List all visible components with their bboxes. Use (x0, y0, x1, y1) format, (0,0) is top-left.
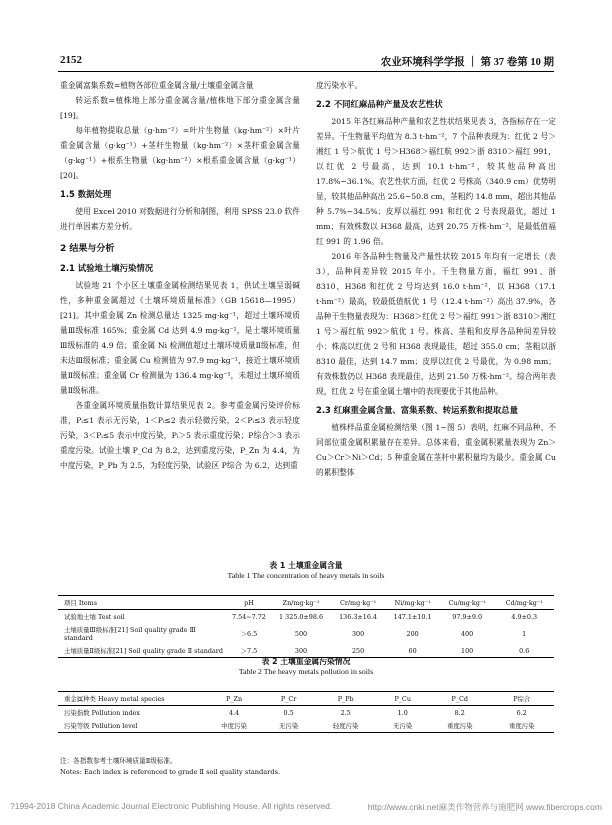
journal-header (381, 54, 554, 69)
column-header: Cu/mg·kg⁻¹ (440, 596, 495, 610)
table-cell: 0.5 (283, 708, 294, 717)
website-footer: http://www.cnki.net麻类作物营养与施肥网 www.fibercrops.com (367, 802, 602, 812)
table-row (58, 719, 554, 733)
paragraph: 各重金属环境质量指数计算结果见表 2。参考重金属污染评价标准，Pᵢ≤1 表示无污染，1＜Pᵢ≤2 表示轻微污染，2＜Pᵢ≤3 表示轻度污染，3＜Pᵢ≤5 表示中度污染，Pᵢ＞5 表示重度污染；P综合＞3 表示重度污染。试验土壤 P_Cd 为 8.2，达到重度污染，P_Zn 为 4.4，为中度污染，P_Pb 为 2.5，为轻度污染，试验区 P综合 为 6.2，达到重 (60, 401, 300, 470)
table-notes (60, 756, 280, 778)
paragraph: 2015 年各红麻品种产量和农艺性状结果见表 3，各指标存在一定差异。干生物量平均值为 8.3 t·hm⁻²，7 个品种表现为：红优 2 号＞湘红 1 号＞航优 1 号＞H368＞福红航 992＞浙 8310＞福红 991，以红优 2 号最高，达到 10.1 t·hm⁻²，较其他品种高出 17.8%~36.1%。农艺性状方面，红优 2 号株高（340.9 cm）优势明显，较其他品种高出 25.6~50.8 cm，茎粗约 14.8 mm，超出其他品种 5.7%~34.5%；皮厚以福红 991 和红优 2 号表现最优，超过 1 mm；有效株数以 H368 最高，达到 20.75 万株·hm⁻²，是最低值福红 991 的 1.96 倍。 (316, 117, 556, 246)
paragraph: 转运系数=植株地上部分重金属含量/植株地下部分重金属含量[19]。 (60, 96, 300, 120)
column-header: Cr/mg·kg⁻¹ (331, 596, 386, 610)
table-cell: 300 (351, 629, 365, 638)
table-cell: 1.0 (397, 708, 408, 717)
table-cell: 无污染 (279, 722, 299, 730)
section-heading: 2.1 试验地土壤污染情况 (60, 263, 154, 273)
table-cell: 土壤质量Ⅲ级标准[21] Soil quality grade Ⅲ standard (64, 626, 196, 642)
page-number: 2152 (60, 54, 82, 66)
table-cell: 500 (294, 629, 308, 638)
section-heading: 2.3 红麻重金属含量、富集系数、转运系数和提取总量 (316, 405, 519, 415)
table-cell: 重度污染 (446, 722, 473, 730)
table-cell: 1 325.0±98.6 (279, 612, 324, 621)
header-rule (58, 71, 554, 72)
paragraph: 使用 Excel 2010 对数据进行分析和制图，利用 SPSS 23.0 软件进行单因素方差分析。 (60, 207, 300, 231)
journal-volume: 第 37 卷第 10 期 (480, 57, 554, 68)
section-heading: 1.5 数据处理 (60, 189, 112, 199)
table-cell: 重度污染 (508, 722, 535, 730)
table-cell: 4.9±0.3 (511, 612, 538, 621)
table-cell: ＞6.5 (240, 630, 258, 638)
paragraph: 度污染水平。 (316, 81, 363, 90)
paragraph: 重金属富集系数=植物各部位重金属含量/土壤重金属含量 (60, 81, 254, 90)
column-header: P综合 (489, 692, 554, 706)
table-cell: 4.4 (229, 708, 240, 717)
table-cell: 中度污染 (221, 722, 247, 730)
copyright-footer: ?1994-2018 China Academic Journal Electronic Publishing House. All rights reserved. (10, 801, 333, 811)
table-cell: 300 (294, 646, 308, 655)
table2-caption-en: Table 2 The heavy metals pollution in soils (238, 667, 374, 676)
table-cell: ＞7.5 (240, 647, 258, 655)
table-cell: 0.6 (519, 646, 530, 655)
column-header: P_Pb (316, 692, 376, 706)
table-cell: 60 (408, 646, 417, 655)
table-cell: 轻度污染 (332, 722, 359, 730)
column-header: 项目 Items (58, 596, 227, 610)
note-cn: 注：各指数参考土壤环境质量Ⅱ级标准。 (60, 757, 177, 765)
paragraph: 每年植物提取总量（g·hm⁻²）=叶片生物量（kg·hm⁻²）×叶片重金属含量（g·kg⁻¹）+茎秆生物量（kg·hm⁻²）×茎秆重金属含量（g·kg⁻¹）+根系生物量（kg·hm⁻²）×根系重金属含量（g·kg⁻¹）[20]。 (60, 126, 300, 180)
column-header: Cd/mg·kg⁻¹ (494, 596, 554, 610)
table-header-row (58, 692, 554, 706)
table-cell: 147.1±10.1 (393, 612, 432, 621)
journal-name: 农业环境科学学报 (380, 57, 465, 68)
table-cell: 试验地土壤 Test soil (64, 613, 125, 621)
table1-caption-cn: 表 1 土壤重金属含量 (269, 561, 343, 570)
table-cell: 6.2 (516, 708, 527, 717)
column-header: Ni/mg·kg⁻¹ (385, 596, 440, 610)
column-header: P_Zn (207, 692, 262, 706)
section-heading: 2 结果与分析 (60, 244, 115, 254)
table-cell: 250 (351, 646, 365, 655)
table2-caption (58, 656, 554, 676)
table-row (58, 706, 554, 720)
table-cell: 136.3±16.4 (339, 612, 377, 621)
column-header: P_Cu (375, 692, 430, 706)
table-row (58, 623, 554, 644)
column-header: P_Cd (430, 692, 490, 706)
table1-caption (58, 560, 554, 580)
soil-heavy-metal-table (58, 595, 554, 658)
column-header: pH (227, 596, 272, 610)
left-column (60, 78, 300, 473)
table-cell: 97.9±9.0 (452, 612, 483, 621)
table-cell: 2.5 (340, 708, 351, 717)
table-cell: 8.2 (454, 708, 465, 717)
section-heading: 2.2 不同红麻品种产量及农艺性状 (316, 99, 443, 109)
right-column (316, 78, 556, 480)
table-header-row (58, 596, 554, 610)
table2-caption-cn: 表 2 土壤重金属污染情况 (261, 657, 351, 666)
table-cell: 污染指数 Pollution index (64, 709, 140, 717)
table1-caption-en: Table 1 The concentration of heavy metals in soils (227, 571, 385, 580)
column-header: Zn/mg·kg⁻¹ (271, 596, 331, 610)
table-cell: 污染等级 Pollution level (64, 722, 138, 730)
paragraph: 试验地 21 个小区土壤重金属检测结果见表 1，供试土壤呈弱碱性，多种重金属超过《土壤环境质量标准》（GB 15618—1995）[21]。其中重金属 Zn 检测总量达 1325 mg·kg⁻¹，超过土壤环境质量Ⅲ级标准 165%；重金属 Cd 达到 4.9 mg·kg⁻¹，是土壤环境质量Ⅲ级标准的 4.9 倍；重金属 Ni 检测值超过土壤环境质量Ⅱ级标准，但未达Ⅲ级标准；重金属 Cu 检测值为 97.9 mg·kg⁻¹，接近土壤环境质量Ⅱ级标准；重金属 Cr 检测量为 136.4 mg·kg⁻¹，未超过土壤环境质量Ⅱ级标准。 (60, 281, 300, 395)
table-row (58, 610, 554, 624)
table-cell: 7.54~7.72 (232, 612, 266, 621)
table-cell: 土壤质量Ⅱ级标准[21] Soil quality grade Ⅱ standard (64, 647, 223, 655)
table-cell: 200 (406, 629, 419, 638)
table-cell: 无污染 (393, 722, 413, 730)
soil-pollution-table (58, 691, 554, 733)
paragraph: 2016 年各品种生物量及产量性状较 2015 年均有一定增长（表 3），品种间差异较 2015 年小。干生物量方面，福红 991、浙 8310、H368 和红优 2 号均达到 16.0 t·hm⁻²，以 H368（17.1 t·hm⁻²）最高，较最低值航优 1 号（12.4 t·hm⁻²）高出 37.9%，各品种干生物量表现为：H368＞红优 2 号＞福红 991＞浙 8310＞湘红 1 号＞福红航 992＞航优 1 号。株高、茎粗和皮厚各品种间差异较小：株高以红优 2 号和 H368 表现最佳，超过 355.0 cm；茎粗以浙 8310 最佳，达到 14.7 mm；皮厚以红优 2 号最优，为 0.98 mm；有效株数仍以 H368 表现最佳，达到 21.50 万株·hm⁻²。综合两年表现，红优 2 号在重金属土壤中的表现要优于其他品种。 (316, 252, 556, 396)
note-en: Notes: Each index is referenced to grade Ⅱ soil quality standards. (60, 768, 281, 776)
table-cell: 1 (522, 629, 527, 638)
paragraph: 植株样品重金属检测结果（图 1~图 5）表明，红麻不同品种、不同部位重金属积累量存在差异。总体来看，重金属积累量表现为 Zn＞Cu＞Cr＞Ni＞Cd；5 种重金属在茎秆中累积量均为最少。重金属 Cu 的累积整体 (316, 423, 556, 477)
column-header: P_Cr (261, 692, 316, 706)
table-cell: 100 (461, 646, 474, 655)
header-divider: ｜ (467, 57, 478, 68)
column-header: 重金属种类 Heavy metal species (58, 692, 207, 706)
table-cell: 400 (461, 629, 474, 638)
